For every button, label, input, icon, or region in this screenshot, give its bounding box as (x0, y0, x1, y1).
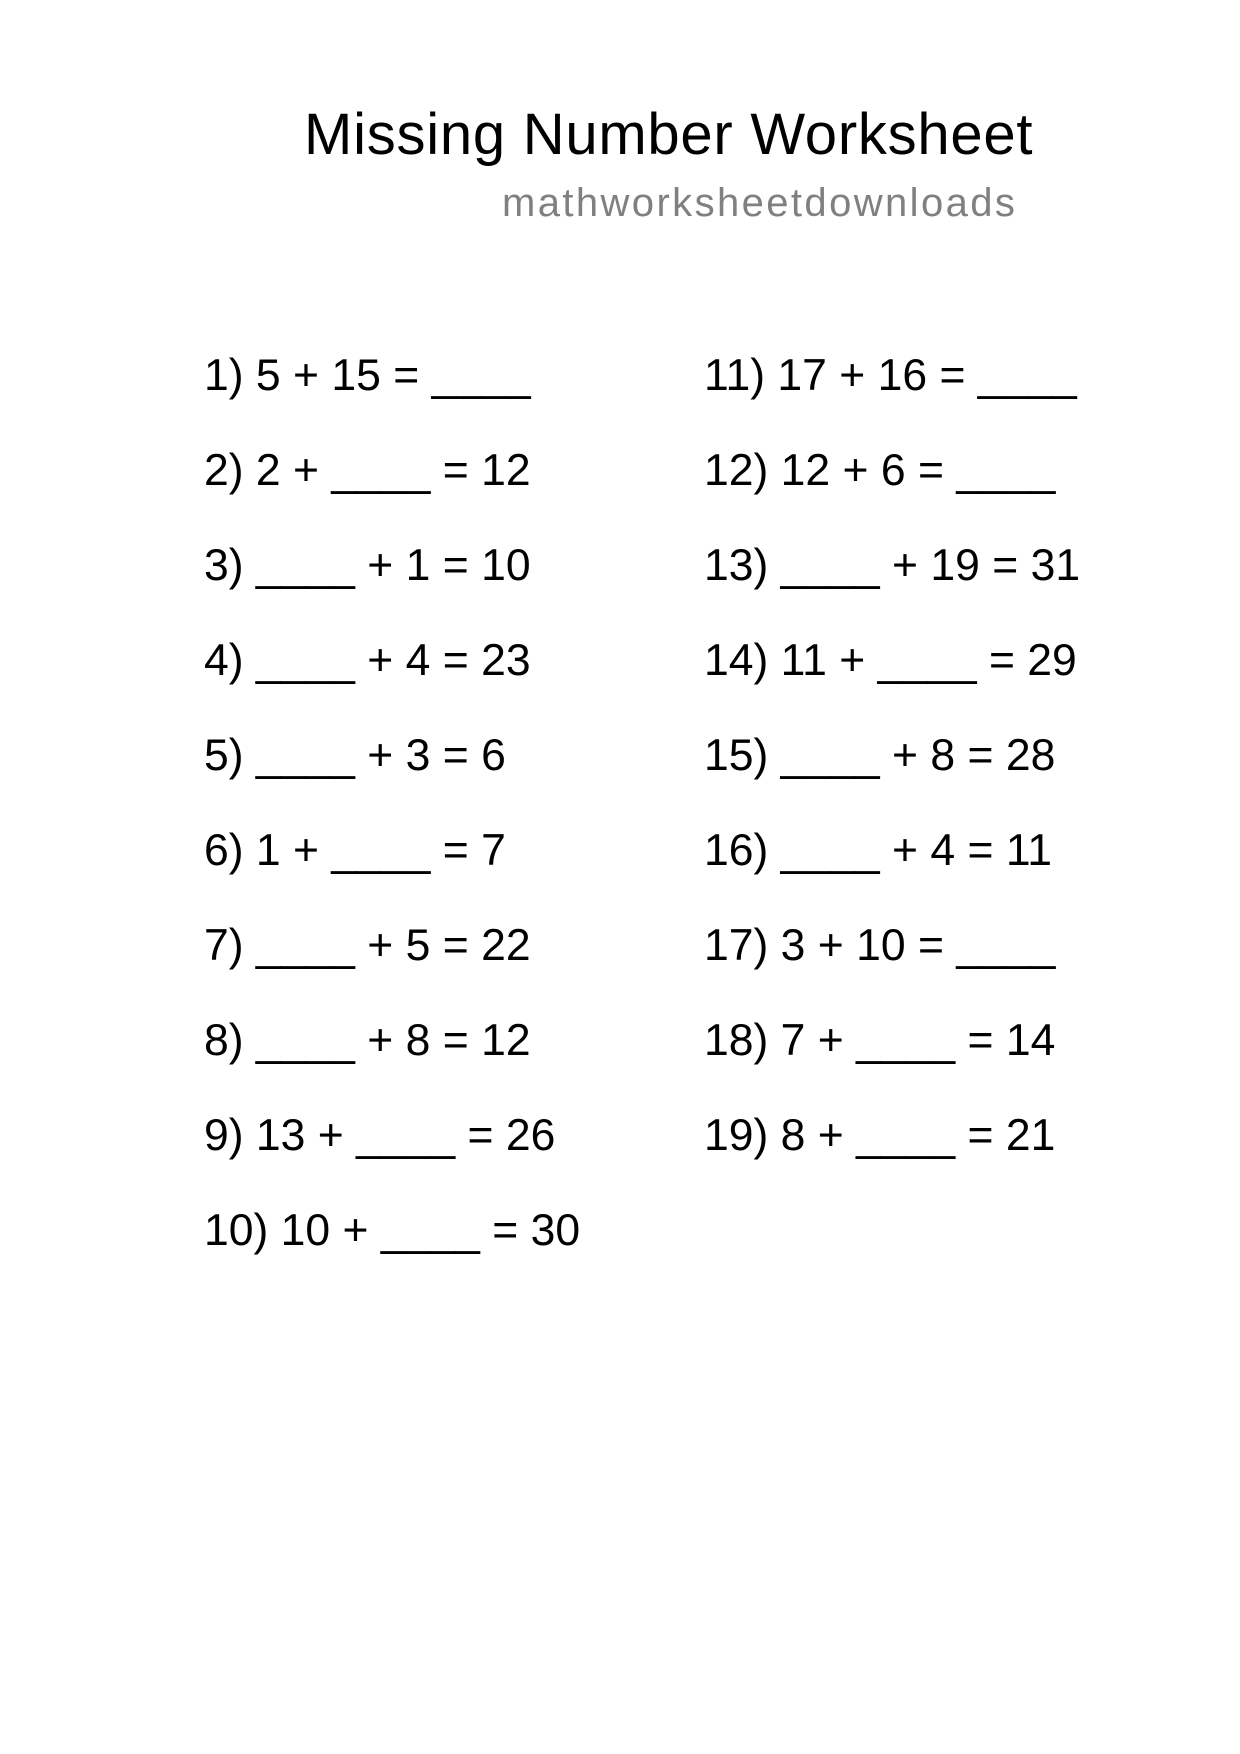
worksheet-source: mathworksheetdownloads (502, 181, 1018, 225)
problem-6: 6) 1 + ____ = 7 (204, 826, 506, 875)
problem-13: 13) ____ + 19 = 31 (704, 541, 1081, 590)
problem-14: 14) 11 + ____ = 29 (704, 636, 1077, 685)
problem-4: 4) ____ + 4 = 23 (204, 636, 531, 685)
worksheet-title: Missing Number Worksheet (304, 102, 1034, 167)
problem-1: 1) 5 + 15 = ____ (204, 351, 531, 400)
problem-12: 12) 12 + 6 = ____ (704, 446, 1056, 495)
problem-10: 10) 10 + ____ = 30 (204, 1206, 581, 1255)
problem-11: 11) 17 + 16 = ____ (704, 351, 1077, 400)
problems-left-column (204, 351, 664, 1301)
problem-19: 19) 8 + ____ = 21 (704, 1111, 1056, 1160)
problems-right-column (704, 351, 1164, 1206)
problem-5: 5) ____ + 3 = 6 (204, 731, 506, 780)
problem-7: 7) ____ + 5 = 22 (204, 921, 531, 970)
problem-9: 9) 13 + ____ = 26 (204, 1111, 556, 1160)
problem-17: 17) 3 + 10 = ____ (704, 921, 1056, 970)
problem-18: 18) 7 + ____ = 14 (704, 1016, 1056, 1065)
problem-16: 16) ____ + 4 = 11 (704, 826, 1053, 875)
problem-2: 2) 2 + ____ = 12 (204, 446, 531, 495)
problem-15: 15) ____ + 8 = 28 (704, 731, 1056, 780)
problem-8: 8) ____ + 8 = 12 (204, 1016, 531, 1065)
problem-3: 3) ____ + 1 = 10 (204, 541, 531, 590)
